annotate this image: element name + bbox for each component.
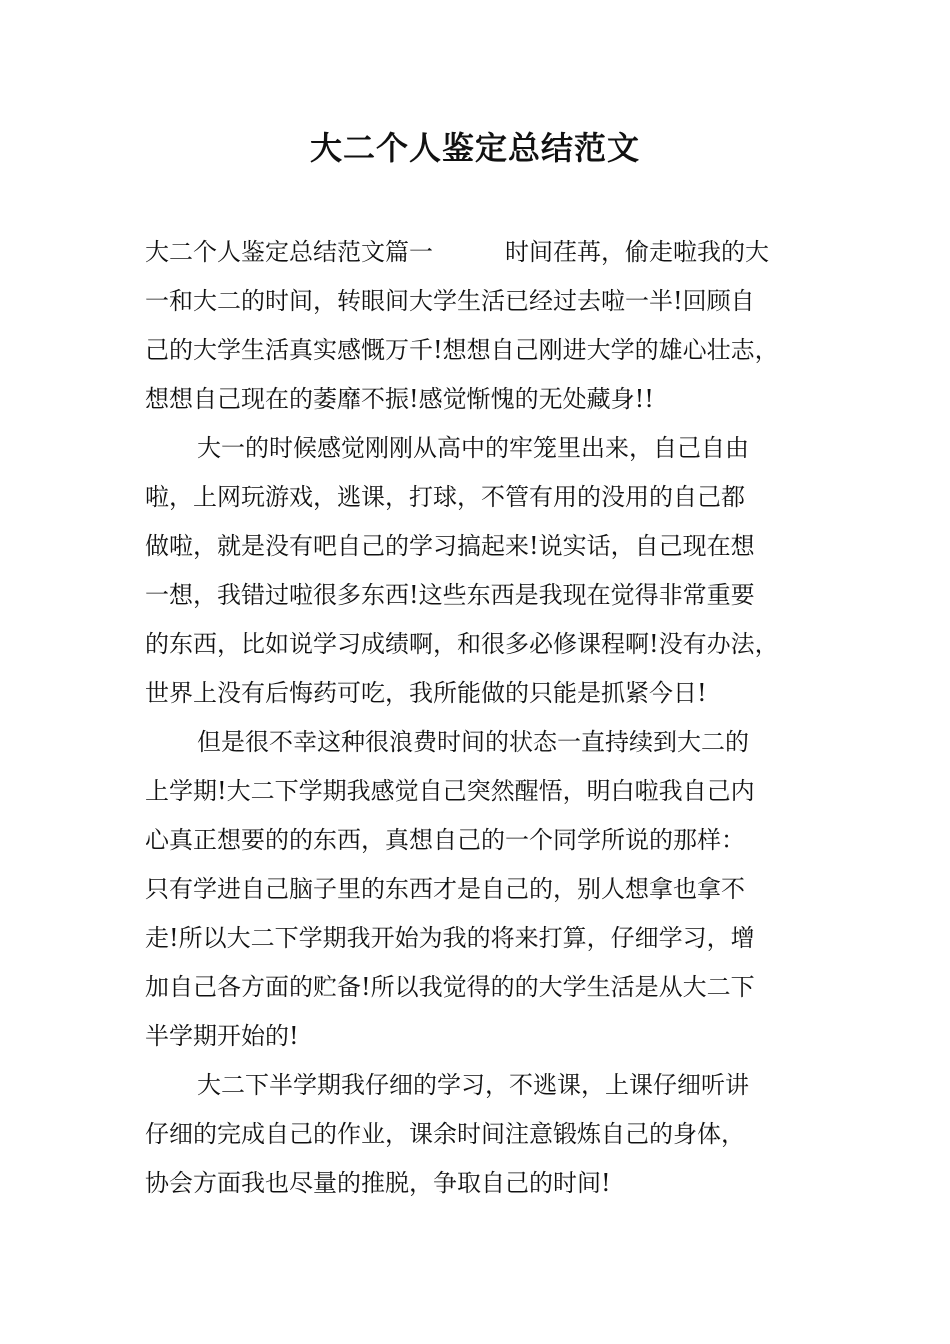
body-line: 走!所以大二下学期我开始为我的将来打算，仔细学习，增 xyxy=(145,924,755,952)
body-line: 啦，上网玩游戏，逃课，打球，不管有用的没用的自己都 xyxy=(145,483,745,511)
body-line: 大一的时候感觉刚刚从高中的牢笼里出来，自己自由 xyxy=(197,434,749,462)
document-title: 大二个人鉴定总结范文 xyxy=(309,129,640,167)
body-line: 心真正想要的的东西，真想自己的一个同学所说的那样： xyxy=(145,826,745,854)
body-line: 大二个人鉴定总结范文篇一 时间荏苒，偷走啦我的大 xyxy=(145,238,769,266)
body-line: 仔细的完成自己的作业，课余时间注意锻炼自己的身体， xyxy=(145,1120,745,1148)
body-line: 做啦，就是没有吧自己的学习搞起来!说实话，自己现在想 xyxy=(145,532,755,560)
body-line: 想想自己现在的萎靡不振!感觉惭愧的无处藏身!! xyxy=(145,385,654,413)
body-line: 己的大学生活真实感慨万千!想想自己刚进大学的雄心壮志， xyxy=(145,336,779,364)
body-line: 世界上没有后悔药可吃，我所能做的只能是抓紧今日! xyxy=(145,679,707,707)
body-line: 协会方面我也尽量的推脱，争取自己的时间! xyxy=(145,1169,611,1197)
body-line: 加自己各方面的贮备!所以我觉得的的大学生活是从大二下 xyxy=(145,973,755,1001)
body-line: 上学期!大二下学期我感觉自己突然醒悟，明白啦我自己内 xyxy=(145,777,755,805)
body-line: 的东西，比如说学习成绩啊，和很多必修课程啊!没有办法， xyxy=(145,630,779,658)
body-line: 只有学进自己脑子里的东西才是自己的，别人想拿也拿不 xyxy=(145,875,745,903)
document-body xyxy=(145,228,825,1208)
body-line: 大二下半学期我仔细的学习，不逃课，上课仔细听讲 xyxy=(197,1071,749,1099)
body-line: 一和大二的时间，转眼间大学生活已经过去啦一半!回顾自 xyxy=(145,287,755,315)
body-line: 半学期开始的! xyxy=(145,1022,299,1050)
body-line: 但是很不幸这种很浪费时间的状态一直持续到大二的 xyxy=(197,728,749,756)
body-line: 一想，我错过啦很多东西!这些东西是我现在觉得非常重要 xyxy=(145,581,755,609)
